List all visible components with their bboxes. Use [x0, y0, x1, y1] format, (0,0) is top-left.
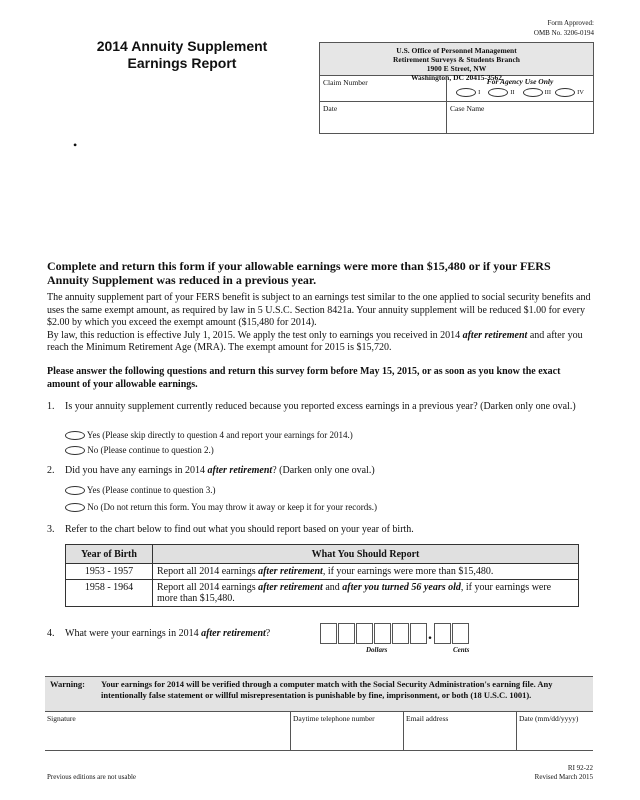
row1-year: 1953 - 1957: [66, 564, 153, 580]
dollars-digit-5[interactable]: [392, 623, 409, 644]
warning-box: [45, 676, 593, 712]
dollars-digit-3[interactable]: [356, 623, 373, 644]
agency-oval-label-2: II: [510, 88, 515, 96]
opm-line-2: Retirement Surveys & Students Branch: [393, 55, 520, 64]
q2-no-oval[interactable]: [65, 503, 85, 512]
warning-label: Warning:: [50, 679, 85, 689]
opm-line-1: U.S. Office of Personnel Management: [396, 46, 517, 55]
q3-number: 3.: [47, 524, 55, 535]
date-field[interactable]: [320, 102, 447, 133]
q3-text: Refer to the chart below to find out what you should report based on your year of birth.: [65, 524, 414, 535]
col-year-of-birth: Year of Birth: [66, 545, 153, 564]
dollars-label: Dollars: [366, 646, 388, 654]
opm-address-box: [319, 42, 594, 134]
row2-text-d: after you turned 56 years old: [342, 582, 461, 593]
signature-field[interactable]: [45, 712, 291, 750]
claim-number-field[interactable]: [320, 76, 447, 102]
footer-previous-editions: Previous editions are not usable: [47, 773, 137, 781]
agency-oval-1[interactable]: [456, 88, 476, 97]
agency-oval-2[interactable]: [488, 88, 508, 97]
dollars-digit-2[interactable]: [338, 623, 355, 644]
intro-para-2c: and after you reach the Minimum Retirement Age (MRA). The exempt amount for 2015 is $15,720.: [47, 329, 583, 353]
report-table: [65, 544, 579, 607]
phone-field[interactable]: [291, 712, 404, 750]
q2-text-a: Did you have any earnings in 2014: [65, 465, 208, 476]
dollars-digit-6[interactable]: [410, 623, 427, 644]
form-approved-label: Form Approved:: [547, 19, 594, 27]
row1-text-c: , if your earnings were more than $15,480.: [322, 566, 494, 577]
q2-yes-label: Yes (Please continue to question 3.): [86, 485, 216, 495]
cents-digit-2[interactable]: [452, 623, 469, 644]
phone-label: Daytime telephone number: [293, 714, 375, 723]
q4-text-a: What were your earnings in 2014: [65, 628, 202, 639]
row2-text-e: , if your earnings were more than $15,480.: [157, 582, 552, 604]
agency-oval-4[interactable]: [555, 88, 575, 97]
row1-text-b: after retirement: [258, 566, 323, 577]
title-line-2: Earnings Report: [127, 55, 237, 71]
form-approval: [534, 18, 594, 38]
agency-oval-3[interactable]: [523, 88, 543, 97]
opm-line-3: 1900 E Street, NW: [426, 64, 487, 73]
form-title: [72, 38, 292, 72]
q4-text: [65, 628, 270, 640]
intro-heading: Complete and return this form if your allowable earnings were more than $15,480 or if your FERS Annuity Supplement was reduced in a previous year.: [47, 259, 551, 287]
agency-oval-label-1: I: [478, 88, 481, 96]
col-what-to-report: What You Should Report: [153, 545, 579, 564]
row2-year: 1958 - 1964: [66, 580, 153, 607]
earnings-entry: [320, 623, 470, 644]
table-row: [66, 580, 579, 607]
q4-number: 4.: [47, 628, 55, 639]
case-name-field[interactable]: [447, 102, 593, 133]
intro-paragraph: [47, 292, 593, 355]
intro-para-2b: after retirement: [462, 329, 528, 341]
date-signed-field[interactable]: [517, 712, 593, 750]
agency-oval-label-3: III: [544, 88, 552, 96]
decimal-point: .: [428, 626, 432, 643]
q1-yes-option[interactable]: [65, 430, 353, 440]
q1-number: 1.: [47, 401, 55, 412]
cents-digit-1[interactable]: [434, 623, 451, 644]
dollars-digit-4[interactable]: [374, 623, 391, 644]
table-row: [66, 564, 579, 580]
intro-para-1: The annuity supplement part of your FERS benefit is subject to an earnings test similar to the one applied to social security benefits and uses the same exempt amount, as required by law in 5 U.S.C. Section 8421a. Your annuity supplement will be reduced $1.00 for every $2.00 by which you exceed the exempt amount ($15,480 for 2014).: [47, 292, 591, 328]
signature-label: Signature: [47, 714, 76, 723]
q1-text: Is your annuity supplement currently reduced because you reported excess earnings in a previous year? (Darken only one oval.): [65, 401, 576, 412]
signature-row: [45, 711, 593, 751]
q2-no-option[interactable]: [65, 502, 377, 512]
row1-text-a: Report all 2014 earnings: [157, 566, 259, 577]
revised-date: Revised March 2015: [534, 773, 593, 781]
email-label: Email address: [406, 714, 449, 723]
row1-report: [153, 564, 579, 580]
agency-use-label: For Agency Use Only: [486, 77, 554, 86]
agency-oval-label-4: IV: [577, 88, 584, 96]
q1-no-label: No (Please continue to question 2.): [87, 445, 214, 455]
opm-line-4: Washington, DC 20415-3562: [410, 73, 503, 82]
footer-form-info: [535, 764, 593, 782]
q2-no-label: No (Do not return this form. You may throw it away or keep it for your records.): [87, 502, 377, 512]
bullet-mark: •: [73, 138, 78, 152]
q2-yes-oval[interactable]: [65, 486, 85, 495]
agency-use-box: [447, 76, 593, 102]
q2-text: [65, 465, 590, 477]
row2-text-c: and: [322, 582, 343, 593]
q2-text-b: after retirement: [207, 465, 273, 476]
q4-text-b: after retirement: [201, 628, 266, 639]
title-line-1: 2014 Annuity Supplement: [96, 38, 268, 54]
claim-number-label: Claim Number: [323, 78, 368, 87]
q1-no-option[interactable]: [65, 445, 214, 455]
table-header-row: [66, 545, 579, 564]
date-label: Date: [323, 104, 338, 113]
q1-yes-oval[interactable]: [65, 431, 85, 440]
row2-text-a: Report all 2014 earnings: [157, 582, 259, 593]
q1-no-oval[interactable]: [65, 446, 85, 455]
warning-text: Your earnings for 2014 will be verified through a computer match with the Social Security Administration's earning file. Any intentionally false statement or willful misrepresentation is punishable by fine, imprisonment, or both (18 U.S.C. 1001).: [101, 679, 553, 700]
q2-yes-option[interactable]: [65, 485, 216, 495]
row2-text-b: after retirement: [258, 582, 323, 593]
date-signed-label: Date (mm/dd/yyyy): [519, 714, 579, 723]
q1-yes-label: Yes (Please skip directly to question 4 and report your earnings for 2014.): [86, 430, 353, 440]
row2-report: [153, 580, 579, 607]
q2-number: 2.: [47, 465, 55, 476]
q4-text-c: ?: [265, 628, 271, 639]
intro-para-2a: By law, this reduction is effective July 1, 2015. We apply the test only to earnings you received in 2014: [47, 329, 463, 341]
omb-number: OMB No. 3206-0194: [533, 29, 594, 37]
dollars-digit-1[interactable]: [320, 623, 337, 644]
form-number: RI 92-22: [567, 764, 593, 772]
q2-text-c: ? (Darken only one oval.): [272, 465, 375, 476]
case-name-label: Case Name: [450, 104, 485, 113]
instruction-text: Please answer the following questions and return this survey form before May 15, 2015, or as soon as you know the exact amount of your allowable earnings.: [47, 366, 561, 390]
cents-label: Cents: [453, 646, 470, 654]
email-field[interactable]: [404, 712, 517, 750]
